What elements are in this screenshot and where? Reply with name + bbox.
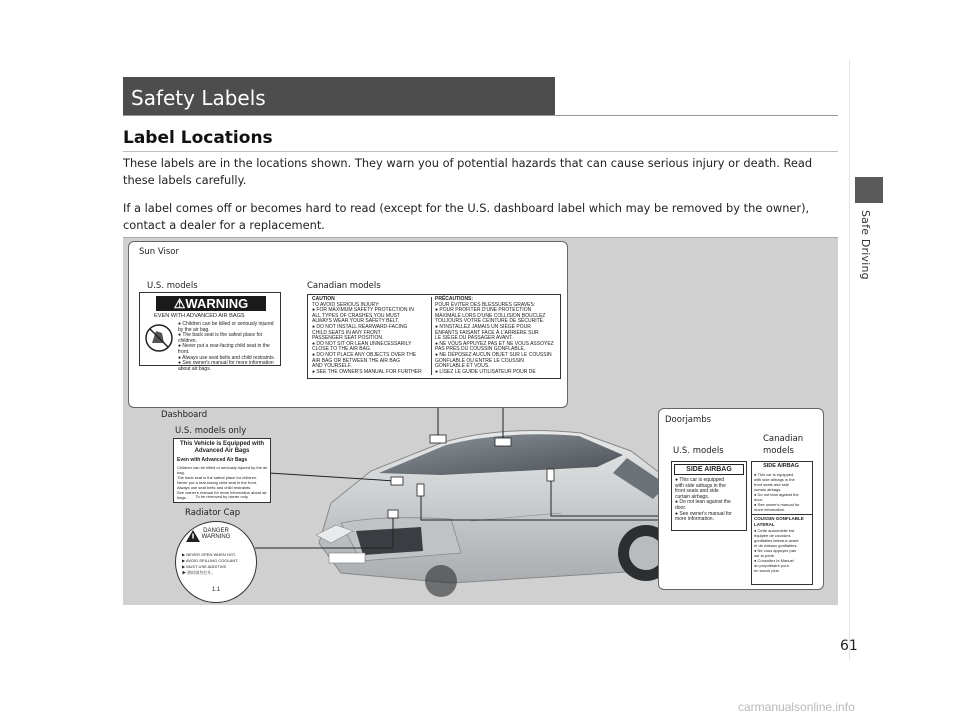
caution-triangle-icon xyxy=(186,530,200,542)
dashboard-title: Dashboard xyxy=(161,410,208,420)
dashboard-sub: U.S. models only xyxy=(175,426,247,436)
sun-visor-us-label: U.S. models xyxy=(147,281,198,291)
canadian-side-airbag-label xyxy=(751,461,813,585)
ca-airbag-title: SIDE AIRBAG xyxy=(763,463,799,469)
caution-french: PRÉCAUTIONS: POUR ÉVITER DES BLESSURES GRAVES: ● POUR PROFITER D'UNE PROTECTION MAXIMALE LORS D'UNE COLLISION BOUCLEZ TOUJOURS VOTRE CEINTURE DE SÉCURITÉ. ● N'INSTALLEZ JAMAIS UN SIÈGE POUR ENFANTS FAISANT FACE À L'ARRIÈRE SUR LE SIÈGE DU PASSAGER AVANT. ● NE VOUS APPUYEZ PAS ET NE VOUS ASSOYEZ PAS PRÈS DU COUSSIN GONFLABLE. ● NE DÉPOSEZ AUCUN OBJET SUR LE COUSSIN GONFLABLE OU ENTRE LE COUSSIN GONFLABLE ET VOUS. ● LISEZ LE GUIDE UTILISATEUR POUR DE xyxy=(435,296,554,375)
label-locations-figure xyxy=(123,237,838,605)
dashboard-label xyxy=(173,438,271,503)
doorjambs-ca-label-2: models xyxy=(763,446,794,456)
radiator-lines: ▶ NEVER OPEN WHEN HOT. ▶ AVOID SPILLING COOLANT. ▶ MUST USE ADDITIVE. ▶ 热时请勿打开。 xyxy=(182,552,239,575)
radiator-cap-title: Radiator Cap xyxy=(185,508,241,518)
us-side-airbag-label xyxy=(671,461,747,531)
us-warning-label xyxy=(139,292,281,372)
warning-subtitle: EVEN WITH ADVANCED AIR BAGS xyxy=(154,313,245,319)
chapter-tab-marker xyxy=(855,177,883,203)
doorjambs-ca-label-1: Canadian xyxy=(763,434,804,444)
section-heading: Label Locations xyxy=(123,128,273,148)
radiator-danger: DANGER xyxy=(203,528,229,534)
us-airbag-lines: ● This car is equipped with side airbags in the front seats and side curtain airbags. ● Do not lean against the door. ● See owner's manual for more information. xyxy=(675,477,732,523)
dashboard-card-lines: Children can be killed or seriously injured by the air bag. The back seat is the safest place for children. Never put a rear-facing child seat in the front. Always use seat belts and child restraints. See owner's manual for more information about air bags. xyxy=(177,465,268,500)
sun-visor-panel xyxy=(128,241,568,408)
section-banner xyxy=(123,77,555,116)
radiator-cap-label xyxy=(175,521,257,603)
sun-visor-ca-label: Canadian models xyxy=(307,281,381,291)
replacement-paragraph: If a label comes off or becomes hard to read (except for the U.S. dashboard label which may be removed by the owner), contact a dealer for a replacement. xyxy=(123,201,810,232)
ca-airbag-lines-en: ● This car is equipped with side airbags in the front seats and side curtain airbags. ● Do not lean against the door. ● See owner's manual for more information. xyxy=(754,472,800,512)
intro-paragraph: These labels are in the locations shown. They warn you of potential hazards that can cause serious injury or death. Read these labels carefully. xyxy=(123,156,813,187)
banner-rule xyxy=(123,115,838,116)
warning-lines: ● Children can be killed or seriously injured by the air bag. ● The back seat is the safest place for children. ● Never put a rear-facing child seat in the front. ● Always use seat belts and child restraints. ● See owner's manual for more information about air bags. xyxy=(178,321,275,372)
ca-airbag-lines-fr: ● Cette automobile est équipée de coussins gonflables latéraux avant et de rideaux gonflables. ● Ne vous appuyez pas sur la porte. ● Consultez le Manuel du propriétaire pour en savoir plus. xyxy=(754,528,799,573)
doorjambs-title: Doorjambs xyxy=(665,415,712,425)
us-airbag-title: SIDE AIRBAG xyxy=(674,464,744,475)
sun-visor-title: Sun Visor xyxy=(139,247,179,257)
canadian-caution-label xyxy=(307,294,561,379)
ca-airbag-title-fr: COUSSIN GONFLABLE LATERAL xyxy=(754,516,804,527)
heading-rule xyxy=(123,151,838,152)
radiator-rating: 1.1 xyxy=(211,587,221,593)
warning-badge: ⚠WARNING xyxy=(156,296,266,311)
doorjambs-panel xyxy=(658,408,824,590)
chapter-tab-label: Safe Driving xyxy=(859,210,872,280)
doorjambs-us-label: U.S. models xyxy=(673,446,724,456)
dashboard-card-footer: To be removed by owner only. xyxy=(195,494,249,499)
radiator-warning: WARNING xyxy=(201,534,231,540)
caution-english: CAUTION TO AVOID SERIOUS INJURY: ● FOR MAXIMUM SAFETY PROTECTION IN ALL TYPES OF CRASHES,YOU MUST ALWAYS WEAR YOUR SAFETY BELT. ● DO NOT INSTALL REARWARD-FACING CHILD SEATS IN ANY FRONT PASSENGER SEAT POSITION. ● DO NOT SIT OR LEAN UNNECESSARILY CLOSE TO THE AIR BAG. ● DO NOT PLACE ANY OBJECTS OVER THE AIR BAG OR BETWEEN THE AIR BAG AND YOURSELF. ● SEE THE OWNER'S MANUAL FOR FURTHER xyxy=(312,296,422,375)
child-seat-icon xyxy=(144,323,174,353)
page-number: 61 xyxy=(840,638,858,654)
watermark: carmanualsonline.info xyxy=(738,700,855,714)
caution-divider xyxy=(431,297,432,375)
banner-title: Safety Labels xyxy=(131,86,266,110)
side-divider xyxy=(849,60,850,660)
dashboard-card-title: This Vehicle is Equipped with Advanced Air Bags xyxy=(179,441,264,454)
dashboard-card-subtitle: Even with Advanced Air Bags xyxy=(177,457,248,463)
